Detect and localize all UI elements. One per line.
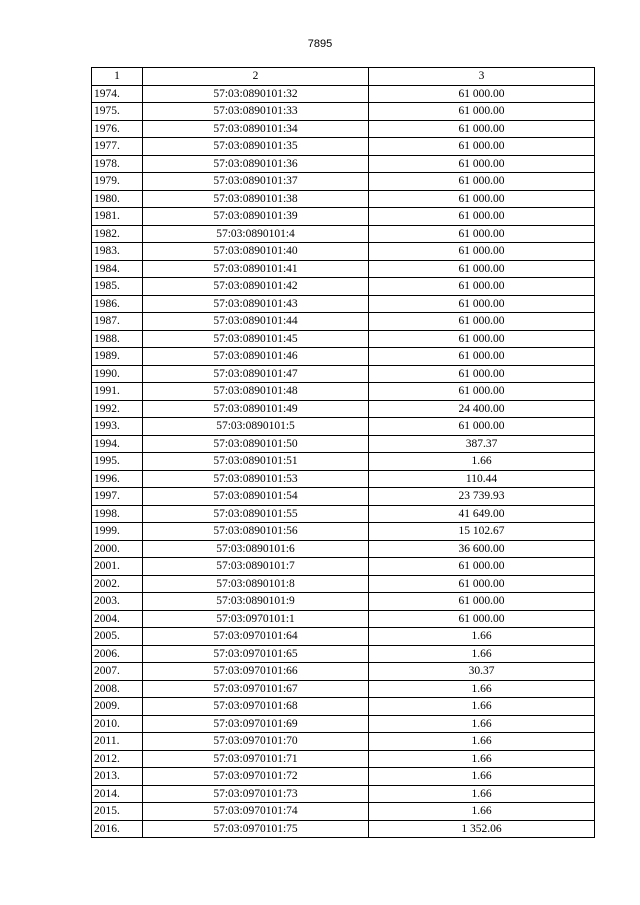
- table-row: [92, 313, 595, 331]
- cadastral-number-cell: 57:03:0890101:40: [143, 243, 369, 261]
- row-number-cell: 1988.: [92, 330, 143, 348]
- cadastral-number-cell: 57:03:0970101:64: [143, 628, 369, 646]
- table-row: [92, 278, 595, 296]
- row-number-cell: 1983.: [92, 243, 143, 261]
- row-number-cell: 1991.: [92, 383, 143, 401]
- row-number-cell: 2000.: [92, 540, 143, 558]
- cadastral-number-cell: 57:03:0890101:35: [143, 138, 369, 156]
- cadastral-number-cell: 57:03:0970101:69: [143, 715, 369, 733]
- cadastral-number-cell: 57:03:0890101:55: [143, 505, 369, 523]
- row-number-cell: 1990.: [92, 365, 143, 383]
- table-row: [92, 470, 595, 488]
- value-cell: 61 000.00: [369, 278, 595, 296]
- row-number-cell: 1974.: [92, 85, 143, 103]
- value-cell: 1.66: [369, 645, 595, 663]
- table-row: [92, 698, 595, 716]
- cadastral-number-cell: 57:03:0970101:75: [143, 820, 369, 838]
- cadastral-number-cell: 57:03:0970101:70: [143, 733, 369, 751]
- table-row: [92, 628, 595, 646]
- table-row: [92, 575, 595, 593]
- table-row: [92, 820, 595, 838]
- table-row: [92, 680, 595, 698]
- row-number-cell: 1989.: [92, 348, 143, 366]
- row-number-cell: 1981.: [92, 208, 143, 226]
- table-row: [92, 348, 595, 366]
- value-cell: 61 000.00: [369, 138, 595, 156]
- row-number-cell: 2007.: [92, 663, 143, 681]
- row-number-cell: 2001.: [92, 558, 143, 576]
- value-cell: 1 352.06: [369, 820, 595, 838]
- table-row: [92, 540, 595, 558]
- cadastral-number-cell: 57:03:0890101:47: [143, 365, 369, 383]
- row-number-cell: 2010.: [92, 715, 143, 733]
- table-row: [92, 610, 595, 628]
- row-number-cell: 1994.: [92, 435, 143, 453]
- value-cell: 61 000.00: [369, 155, 595, 173]
- row-number-cell: 2012.: [92, 750, 143, 768]
- data-table: [91, 67, 595, 838]
- cadastral-number-cell: 57:03:0970101:68: [143, 698, 369, 716]
- row-number-cell: 1997.: [92, 488, 143, 506]
- cadastral-number-cell: 57:03:0970101:66: [143, 663, 369, 681]
- cadastral-number-cell: 57:03:0890101:6: [143, 540, 369, 558]
- table-row: [92, 750, 595, 768]
- table-row: [92, 803, 595, 821]
- table-row: [92, 383, 595, 401]
- value-cell: 61 000.00: [369, 120, 595, 138]
- table-row: [92, 505, 595, 523]
- value-cell: 61 000.00: [369, 208, 595, 226]
- table-row: [92, 663, 595, 681]
- table-row: [92, 645, 595, 663]
- value-cell: 1.66: [369, 715, 595, 733]
- value-cell: 1.66: [369, 803, 595, 821]
- table-row: [92, 173, 595, 191]
- table-row: [92, 208, 595, 226]
- table-row: [92, 435, 595, 453]
- value-cell: 61 000.00: [369, 575, 595, 593]
- row-number-cell: 2009.: [92, 698, 143, 716]
- cadastral-number-cell: 57:03:0890101:37: [143, 173, 369, 191]
- table-row: [92, 190, 595, 208]
- cadastral-number-cell: 57:03:0890101:7: [143, 558, 369, 576]
- value-cell: 61 000.00: [369, 190, 595, 208]
- value-cell: 110.44: [369, 470, 595, 488]
- table-row: [92, 488, 595, 506]
- cadastral-number-cell: 57:03:0890101:50: [143, 435, 369, 453]
- table-row: [92, 85, 595, 103]
- row-number-cell: 2014.: [92, 785, 143, 803]
- row-number-cell: 1985.: [92, 278, 143, 296]
- table-row: [92, 785, 595, 803]
- row-number-cell: 1987.: [92, 313, 143, 331]
- value-cell: 61 000.00: [369, 610, 595, 628]
- row-number-cell: 1976.: [92, 120, 143, 138]
- table-row: [92, 225, 595, 243]
- row-number-cell: 1980.: [92, 190, 143, 208]
- row-number-cell: 1977.: [92, 138, 143, 156]
- value-cell: 1.66: [369, 628, 595, 646]
- cadastral-number-cell: 57:03:0890101:8: [143, 575, 369, 593]
- row-number-cell: 2013.: [92, 768, 143, 786]
- cadastral-number-cell: 57:03:0890101:41: [143, 260, 369, 278]
- cadastral-number-cell: 57:03:0970101:73: [143, 785, 369, 803]
- table-row: [92, 243, 595, 261]
- cadastral-number-cell: 57:03:0970101:67: [143, 680, 369, 698]
- value-cell: 61 000.00: [369, 225, 595, 243]
- value-cell: 61 000.00: [369, 260, 595, 278]
- page-number: 7895: [307, 38, 333, 50]
- cadastral-number-cell: 57:03:0970101:72: [143, 768, 369, 786]
- value-cell: 1.66: [369, 698, 595, 716]
- row-number-cell: 1986.: [92, 295, 143, 313]
- table-row: [92, 715, 595, 733]
- cadastral-number-cell: 57:03:0890101:51: [143, 453, 369, 471]
- header-cell-1: 1: [92, 68, 143, 86]
- cadastral-number-cell: 57:03:0890101:34: [143, 120, 369, 138]
- cadastral-number-cell: 57:03:0890101:43: [143, 295, 369, 313]
- cadastral-number-cell: 57:03:0890101:5: [143, 418, 369, 436]
- value-cell: 15 102.67: [369, 523, 595, 541]
- cadastral-number-cell: 57:03:0890101:45: [143, 330, 369, 348]
- table-row: [92, 593, 595, 611]
- cadastral-number-cell: 57:03:0970101:74: [143, 803, 369, 821]
- row-number-cell: 2002.: [92, 575, 143, 593]
- value-cell: 61 000.00: [369, 313, 595, 331]
- value-cell: 61 000.00: [369, 85, 595, 103]
- value-cell: 1.66: [369, 785, 595, 803]
- cadastral-number-cell: 57:03:0890101:54: [143, 488, 369, 506]
- row-number-cell: 2016.: [92, 820, 143, 838]
- header-cell-3: 3: [369, 68, 595, 86]
- row-number-cell: 1999.: [92, 523, 143, 541]
- value-cell: 387.37: [369, 435, 595, 453]
- value-cell: 1.66: [369, 768, 595, 786]
- table-body: [92, 68, 595, 838]
- header-cell-2: 2: [143, 68, 369, 86]
- row-number-cell: 1982.: [92, 225, 143, 243]
- cadastral-number-cell: 57:03:0890101:44: [143, 313, 369, 331]
- value-cell: 24 400.00: [369, 400, 595, 418]
- value-cell: 1.66: [369, 750, 595, 768]
- table-row: [92, 155, 595, 173]
- value-cell: 30.37: [369, 663, 595, 681]
- row-number-cell: 1992.: [92, 400, 143, 418]
- table-row: [92, 418, 595, 436]
- value-cell: 61 000.00: [369, 295, 595, 313]
- row-number-cell: 1996.: [92, 470, 143, 488]
- table-row: [92, 365, 595, 383]
- value-cell: 61 000.00: [369, 243, 595, 261]
- row-number-cell: 2004.: [92, 610, 143, 628]
- cadastral-number-cell: 57:03:0890101:32: [143, 85, 369, 103]
- table-row: [92, 330, 595, 348]
- cadastral-number-cell: 57:03:0890101:33: [143, 103, 369, 121]
- row-number-cell: 1978.: [92, 155, 143, 173]
- table-row: [92, 103, 595, 121]
- table-row: [92, 400, 595, 418]
- row-number-cell: 1993.: [92, 418, 143, 436]
- cadastral-number-cell: 57:03:0970101:65: [143, 645, 369, 663]
- table-row: [92, 120, 595, 138]
- cadastral-number-cell: 57:03:0890101:39: [143, 208, 369, 226]
- value-cell: 36 600.00: [369, 540, 595, 558]
- row-number-cell: 2005.: [92, 628, 143, 646]
- table-row: [92, 523, 595, 541]
- table-row: [92, 558, 595, 576]
- cadastral-number-cell: 57:03:0970101:1: [143, 610, 369, 628]
- cadastral-number-cell: 57:03:0890101:46: [143, 348, 369, 366]
- value-cell: 61 000.00: [369, 173, 595, 191]
- value-cell: 61 000.00: [369, 103, 595, 121]
- cadastral-number-cell: 57:03:0890101:53: [143, 470, 369, 488]
- table-row: [92, 295, 595, 313]
- table-row: [92, 768, 595, 786]
- row-number-cell: 2011.: [92, 733, 143, 751]
- value-cell: 61 000.00: [369, 383, 595, 401]
- table-row: [92, 260, 595, 278]
- value-cell: 1.66: [369, 733, 595, 751]
- table-row: [92, 733, 595, 751]
- cadastral-number-cell: 57:03:0970101:71: [143, 750, 369, 768]
- cadastral-number-cell: 57:03:0890101:42: [143, 278, 369, 296]
- value-cell: 61 000.00: [369, 365, 595, 383]
- row-number-cell: 1995.: [92, 453, 143, 471]
- value-cell: 23 739.93: [369, 488, 595, 506]
- row-number-cell: 1984.: [92, 260, 143, 278]
- row-number-cell: 2006.: [92, 645, 143, 663]
- cadastral-number-cell: 57:03:0890101:56: [143, 523, 369, 541]
- row-number-cell: 2003.: [92, 593, 143, 611]
- cadastral-number-cell: 57:03:0890101:48: [143, 383, 369, 401]
- cadastral-number-cell: 57:03:0890101:4: [143, 225, 369, 243]
- row-number-cell: 2015.: [92, 803, 143, 821]
- row-number-cell: 1975.: [92, 103, 143, 121]
- table-row: [92, 453, 595, 471]
- row-number-cell: 2008.: [92, 680, 143, 698]
- table-row: [92, 138, 595, 156]
- cadastral-number-cell: 57:03:0890101:36: [143, 155, 369, 173]
- value-cell: 61 000.00: [369, 418, 595, 436]
- value-cell: 41 649.00: [369, 505, 595, 523]
- value-cell: 61 000.00: [369, 348, 595, 366]
- row-number-cell: 1979.: [92, 173, 143, 191]
- value-cell: 61 000.00: [369, 558, 595, 576]
- value-cell: 61 000.00: [369, 330, 595, 348]
- cadastral-number-cell: 57:03:0890101:38: [143, 190, 369, 208]
- value-cell: 1.66: [369, 453, 595, 471]
- value-cell: 1.66: [369, 680, 595, 698]
- cadastral-number-cell: 57:03:0890101:49: [143, 400, 369, 418]
- row-number-cell: 1998.: [92, 505, 143, 523]
- value-cell: 61 000.00: [369, 593, 595, 611]
- table-header-row: [92, 68, 595, 86]
- cadastral-number-cell: 57:03:0890101:9: [143, 593, 369, 611]
